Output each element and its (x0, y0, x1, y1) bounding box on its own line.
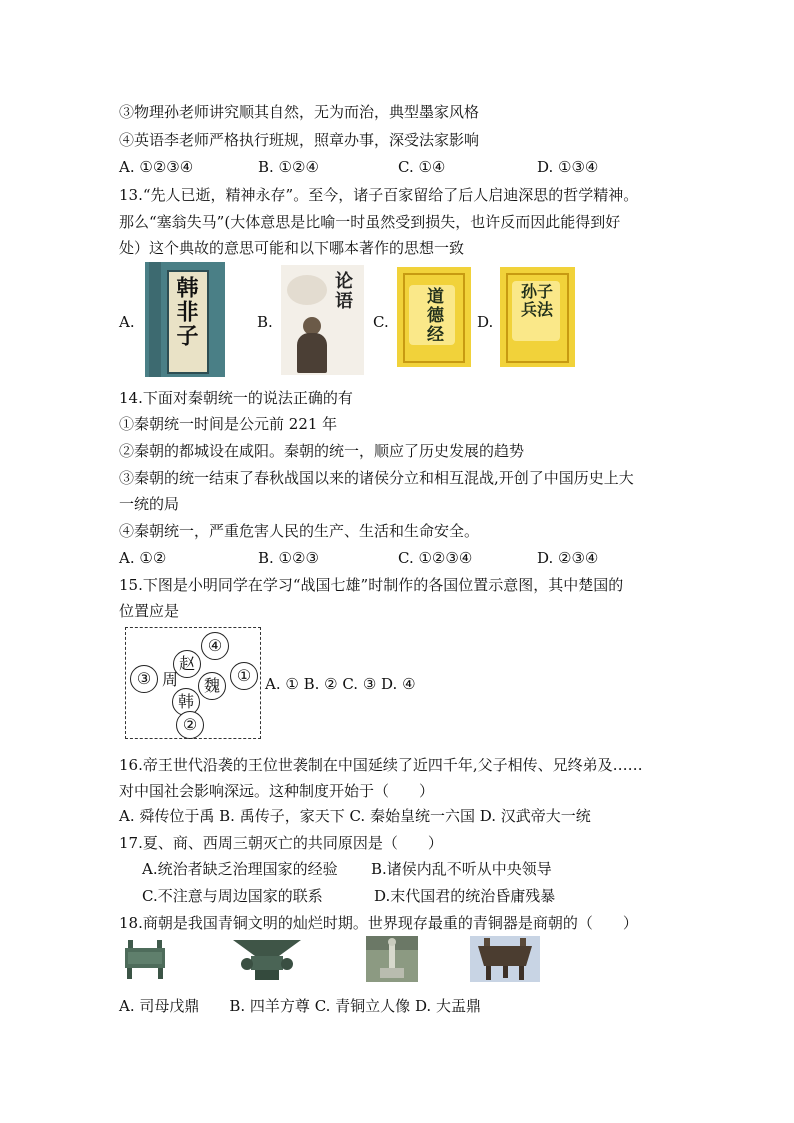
q13-label-a: A. (119, 313, 135, 331)
map-state-han: 韩 (172, 688, 200, 716)
q14-option-b: B. ①②③ (258, 549, 319, 567)
q16-stem-line-2: 对中国社会影响深远。这种制度开始于（ ） (119, 782, 435, 800)
q14-option-c: C. ①②③④ (398, 549, 473, 567)
book-cover-daodejing (397, 267, 471, 367)
q12-option-b: B. ①②④ (258, 158, 319, 176)
q13-label-d: D. (477, 313, 494, 331)
q17-option-c: C.不注意与周边国家的联系 (142, 887, 323, 905)
q17-option-d: D.末代国君的统治昏庸残暴 (374, 887, 556, 905)
q12-option-c: C. ①④ (398, 158, 446, 176)
warring-states-map (125, 627, 261, 739)
q12-statement-3: ③物理孙老师讲究顺其自然，无为而治，典型墨家风格 (119, 103, 480, 121)
book-title-hanfeizi: 韩非子 (173, 276, 199, 348)
bronze-standing-figure-image (366, 936, 418, 982)
q15-options: A. ① B. ② C. ③ D. ④ (265, 675, 416, 693)
map-state-zhao: 赵 (173, 650, 201, 678)
q13-label-b: B. (257, 313, 273, 331)
bronze-dayu-ding-image (470, 936, 540, 982)
bronze-siyang-fangzun-image (229, 938, 305, 982)
q14-option-a: A. ①② (119, 549, 167, 567)
q12-option-a: A. ①②③④ (119, 158, 194, 176)
q17-stem: 17.夏、商、西周三朝灭亡的共同原因是（ ） (119, 834, 443, 852)
q16-stem-line-1: 16.帝王世代沿袭的王位世袭制在中国延续了近四千年,父子相传、兄终弟及…… (119, 756, 643, 774)
q14-statement-4: ④秦朝统一，严重危害人民的生产、生活和生命安全。 (119, 522, 480, 540)
book-cover-sunzibingfa (500, 267, 575, 367)
map-marker-1: ① (230, 662, 258, 690)
q17-option-a: A.统治者缺乏治理国家的经验 (142, 860, 338, 878)
q13-label-c: C. (373, 313, 389, 331)
book-title-daodejing: 道德经 (423, 287, 443, 344)
bronze-simuwu-ding-image (122, 938, 168, 980)
q14-statement-3b: 一统的局 (119, 495, 180, 513)
q14-option-d: D. ②③④ (537, 549, 599, 567)
q14-statement-2: ②秦朝的都城设在咸阳。秦朝的统一，顺应了历史发展的趋势 (119, 442, 525, 460)
map-zhou-label: 周 (162, 670, 179, 689)
book-cover-lunyu (281, 265, 364, 375)
book-title-sunzibingfa: 孙子兵法 (520, 282, 553, 319)
map-marker-4: ④ (201, 632, 229, 660)
q18-stem: 18.商朝是我国青铜文明的灿烂时期。世界现存最重的青铜器是商朝的（ ） (119, 914, 638, 932)
q15-stem-line-2: 位置应是 (119, 602, 180, 620)
q13-stem-line-3: 处）这个典故的意思可能和以下哪本著作的思想一致 (119, 239, 465, 257)
q13-stem-line-2: 那么“塞翁失马”(大体意思是比喻一时虽然受到损失，也许反而因此能得到好 (119, 213, 621, 231)
q14-stem: 14.下面对秦朝统一的说法正确的有 (119, 389, 353, 407)
q12-statement-4: ④英语李老师严格执行班规，照章办事，深受法家影响 (119, 131, 480, 149)
map-marker-2: ② (176, 711, 204, 739)
book-cover-hanfeizi (145, 262, 225, 377)
q15-stem-line-1: 15.下图是小明同学在学习“战国七雄”时制作的各国位置示意图，其中楚国的 (119, 576, 624, 594)
q13-stem-line-1: 13.“先人已逝，精神永存”。至今，诸子百家留给了后人启迪深思的哲学精神。 (119, 186, 639, 204)
q12-option-d: D. ①③④ (537, 158, 599, 176)
q14-statement-1: ①秦朝统一时间是公元前 221 年 (119, 415, 338, 433)
q14-statement-3a: ③秦朝的统一结束了春秋战国以来的诸侯分立和相互混战,开创了中国历史上大 (119, 469, 634, 487)
map-marker-3: ③ (130, 665, 158, 693)
book-title-lunyu: 论语 (332, 271, 353, 311)
q17-option-b: B.诸侯内乱不听从中央领导 (371, 860, 552, 878)
q16-options: A. 舜传位于禹 B. 禹传子，家天下 C. 秦始皇统一六国 D. 汉武帝大一统 (119, 807, 591, 825)
q18-options: A. 司母戊鼎 B. 四羊方尊 C. 青铜立人像 D. 大盂鼎 (119, 997, 481, 1015)
map-state-wei: 魏 (198, 672, 226, 700)
